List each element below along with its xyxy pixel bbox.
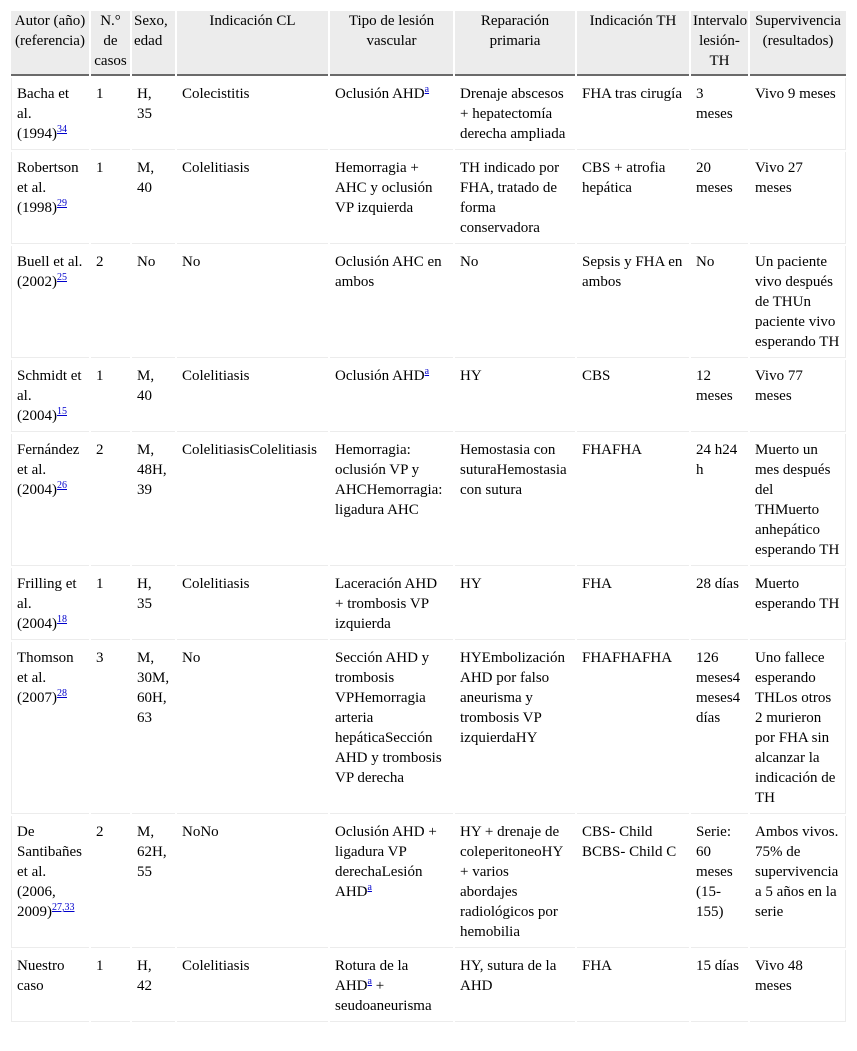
- cell-lesion: [330, 816, 453, 948]
- cases-text: 3: [96, 650, 104, 666]
- cell-cl: [177, 78, 328, 150]
- survival-text: Ambos vivos. 75% de supervivencia a 5 años en la serie: [755, 824, 839, 920]
- cell-cases: [91, 152, 130, 244]
- cell-sex-age: [132, 642, 175, 814]
- cell-author: [11, 642, 89, 814]
- cell-sex-age: [132, 434, 175, 566]
- sex-age-text: H, 35: [137, 576, 152, 612]
- cell-survival: [750, 360, 846, 432]
- cell-repair: [455, 246, 575, 358]
- th-text: CBS: [582, 368, 611, 384]
- sex-age-text: No: [137, 254, 156, 270]
- th-text: CBS + atrofia hepática: [582, 160, 666, 196]
- author-text: Bacha et al. (1994): [17, 86, 70, 142]
- author-text: Thomson et al. (2007): [17, 650, 74, 706]
- th-text: FHA: [582, 958, 613, 974]
- cell-cl: [177, 568, 328, 640]
- reference-link[interactable]: 27,33: [52, 902, 75, 913]
- author-text: Nuestro caso: [17, 958, 65, 994]
- cell-cases: [91, 816, 130, 948]
- cl-text: ColelitiasisColelitiasis: [182, 442, 317, 458]
- cell-sex-age: [132, 78, 175, 150]
- cl-text: Colelitiasis: [182, 576, 250, 592]
- survival-text: Vivo 48 meses: [755, 958, 803, 994]
- cell-repair: [455, 642, 575, 814]
- sex-age-text: M, 40: [137, 160, 155, 196]
- interval-text: 24 h24 h: [696, 442, 738, 478]
- cell-survival: [750, 568, 846, 640]
- sex-age-text: M, 62H, 55: [137, 824, 167, 880]
- table-header-row: [11, 11, 846, 76]
- cell-cases: [91, 78, 130, 150]
- repair-text: HYEmbolización AHD por falso aneurisma y trombosis VP izquierdaHY: [460, 650, 565, 746]
- lesion-text: Oclusión AHC en ambos: [335, 254, 442, 290]
- header-survival: Supervivencia (resultados): [750, 11, 846, 76]
- sex-age-text: H, 35: [137, 86, 152, 122]
- cell-interval: [691, 360, 748, 432]
- reference-link[interactable]: 26: [57, 480, 67, 491]
- repair-text: HY: [460, 368, 482, 384]
- cell-interval: [691, 152, 748, 244]
- cell-lesion: [330, 568, 453, 640]
- survival-text: Muerto esperando TH: [755, 576, 840, 612]
- table-row: [11, 568, 846, 640]
- cell-author: [11, 246, 89, 358]
- cell-cl: [177, 642, 328, 814]
- lesion-text: Laceración AHD + trombosis VP izquierda: [335, 576, 438, 632]
- cell-interval: [691, 642, 748, 814]
- repair-text: Drenaje abscesos + hepatectomía derecha ampliada: [460, 86, 566, 142]
- survival-text: Un paciente vivo después de THUn paciente vivo esperando TH: [755, 254, 840, 350]
- cell-author: [11, 816, 89, 948]
- cell-cl: [177, 360, 328, 432]
- header-th-indication: Indicación TH: [577, 11, 689, 76]
- cell-lesion: [330, 246, 453, 358]
- cell-cl: [177, 246, 328, 358]
- cell-author: [11, 360, 89, 432]
- cases-text: 2: [96, 254, 104, 270]
- repair-text: No: [460, 254, 479, 270]
- cell-interval: [691, 434, 748, 566]
- footnote-link[interactable]: a: [424, 84, 430, 95]
- interval-text: 126 meses4 meses4 días: [696, 650, 741, 726]
- table-row: [11, 816, 846, 948]
- cases-text: 1: [96, 368, 104, 384]
- sex-age-text: M, 48H, 39: [137, 442, 167, 498]
- table-row: [11, 152, 846, 244]
- survival-text: Vivo 77 meses: [755, 368, 803, 404]
- author-text: Frilling et al. (2004): [17, 576, 77, 632]
- th-text: FHAFHA: [582, 442, 643, 458]
- lesion-text: Sección AHD y trombosis VPHemorragia arteria hepáticaSección AHD y trombosis VP derecha: [335, 650, 442, 786]
- cell-cases: [91, 360, 130, 432]
- cell-sex-age: [132, 568, 175, 640]
- repair-text: Hemostasia con suturaHemostasia con sutura: [460, 442, 567, 498]
- lesion-text: Hemorragia + AHC y oclusión VP izquierda: [335, 160, 433, 216]
- interval-text: No: [696, 254, 715, 270]
- header-primary-repair: Reparación primaria: [455, 11, 575, 76]
- table-row: [11, 78, 846, 150]
- footnote-link[interactable]: a: [367, 882, 372, 893]
- table-row: [11, 642, 846, 814]
- table-row: [11, 360, 846, 432]
- repair-text: TH indicado por FHA, tratado de forma conservadora: [460, 160, 560, 236]
- header-cl-indication: Indicación CL: [177, 11, 328, 76]
- reference-link[interactable]: 15: [57, 406, 67, 417]
- cell-repair: [455, 360, 575, 432]
- table-row: [11, 246, 846, 358]
- lesion-text: Oclusión AHD: [335, 368, 425, 384]
- interval-text: Serie: 60 meses (15-155): [696, 824, 733, 920]
- lesion-text: Oclusión AHD: [335, 86, 425, 102]
- cell-survival: [750, 152, 846, 244]
- interval-text: 28 días: [696, 576, 739, 592]
- cell-interval: [691, 950, 748, 1022]
- cases-text: 1: [96, 160, 104, 176]
- cell-lesion: [330, 434, 453, 566]
- cell-lesion: [330, 360, 453, 432]
- cell-cl: [177, 152, 328, 244]
- sex-age-text: M, 30M, 60H, 63: [137, 650, 170, 726]
- cell-th: [577, 152, 689, 244]
- author-text: Schmidt et al. (2004): [17, 368, 82, 424]
- cell-cases: [91, 568, 130, 640]
- cell-th: [577, 434, 689, 566]
- author-text: Buell et al. (2002): [17, 254, 83, 290]
- cell-interval: [691, 816, 748, 948]
- cell-author: [11, 434, 89, 566]
- cell-cases: [91, 950, 130, 1022]
- cell-lesion: [330, 642, 453, 814]
- cl-text: Colecistitis: [182, 86, 250, 102]
- cell-author: [11, 78, 89, 150]
- header-interval: Intervalo lesión-TH: [691, 11, 748, 76]
- header-lesion-type: Tipo de lesión vascular: [330, 11, 453, 76]
- lesion-text: Rotura de la AHD: [335, 958, 409, 994]
- cell-th: [577, 568, 689, 640]
- th-text: FHA: [582, 576, 613, 592]
- cell-cases: [91, 434, 130, 566]
- cell-repair: [455, 78, 575, 150]
- reference-link[interactable]: 28: [57, 688, 67, 699]
- cl-text: Colelitiasis: [182, 958, 250, 974]
- cell-th: [577, 816, 689, 948]
- cell-survival: [750, 642, 846, 814]
- cell-repair: [455, 950, 575, 1022]
- cell-repair: [455, 434, 575, 566]
- cell-interval: [691, 78, 748, 150]
- cell-th: [577, 642, 689, 814]
- cell-sex-age: [132, 816, 175, 948]
- footnote-link[interactable]: a: [424, 366, 430, 377]
- author-text: Robertson et al. (1998): [17, 160, 79, 216]
- header-sex-age: Sexo, edad: [132, 11, 175, 76]
- th-text: Sepsis y FHA en ambos: [582, 254, 683, 290]
- survival-text: Muerto un mes después del THMuerto anhepático esperando TH: [755, 442, 840, 558]
- cases-text: 2: [96, 442, 104, 458]
- reference-link[interactable]: 29: [57, 198, 67, 209]
- cell-th: [577, 246, 689, 358]
- interval-text: 3 meses: [696, 86, 733, 122]
- author-text: De Santibañes et al. (2006, 2009): [17, 824, 82, 920]
- cell-cl: [177, 950, 328, 1022]
- cl-text: No: [182, 254, 201, 270]
- cases-table: [9, 9, 848, 1024]
- cl-text: Colelitiasis: [182, 368, 250, 384]
- lesion-text: Oclusión AHD + ligadura VP derechaLesión AHD: [335, 824, 437, 900]
- reference-link[interactable]: 18: [57, 614, 67, 625]
- header-cases: N.° de casos: [91, 11, 130, 76]
- survival-text: Uno fallece esperando THLos otros 2 murieron por FHA sin alcanzar la indicación de TH: [755, 650, 836, 806]
- cell-author: [11, 950, 89, 1022]
- cell-lesion: [330, 950, 453, 1022]
- cell-survival: [750, 246, 846, 358]
- cell-th: [577, 78, 689, 150]
- cell-survival: [750, 434, 846, 566]
- cell-cases: [91, 246, 130, 358]
- cell-interval: [691, 568, 748, 640]
- cell-repair: [455, 816, 575, 948]
- cell-author: [11, 152, 89, 244]
- cell-repair: [455, 152, 575, 244]
- cell-sex-age: [132, 246, 175, 358]
- cl-text: NoNo: [182, 824, 219, 840]
- repair-text: HY: [460, 576, 482, 592]
- cell-repair: [455, 568, 575, 640]
- sex-age-text: M, 40: [137, 368, 155, 404]
- cases-text: 1: [96, 576, 104, 592]
- reference-link[interactable]: 34: [57, 124, 67, 135]
- sex-age-text: H, 42: [137, 958, 152, 994]
- survival-text: Vivo 9 meses: [755, 86, 836, 102]
- cell-survival: [750, 816, 846, 948]
- cell-th: [577, 360, 689, 432]
- cell-sex-age: [132, 360, 175, 432]
- header-author: Autor (año) (referencia): [11, 11, 89, 76]
- cell-interval: [691, 246, 748, 358]
- cell-author: [11, 568, 89, 640]
- cases-text: 2: [96, 824, 104, 840]
- lesion-text: Hemorragia: oclusión VP y AHCHemorragia: ligadura AHC: [335, 442, 443, 518]
- th-text: CBS- Child BCBS- Child C: [582, 824, 677, 860]
- table-row: [11, 434, 846, 566]
- interval-text: 15 días: [696, 958, 739, 974]
- cell-cl: [177, 434, 328, 566]
- cell-lesion: [330, 152, 453, 244]
- th-text: FHAFHAFHA: [582, 650, 673, 666]
- interval-text: 12 meses: [696, 368, 733, 404]
- cases-text: 1: [96, 86, 104, 102]
- table-row: [11, 950, 846, 1022]
- cell-sex-age: [132, 950, 175, 1022]
- cell-th: [577, 950, 689, 1022]
- repair-text: HY + drenaje de coleperitoneoHY + varios abordajes radiológicos por hemobilia: [460, 824, 563, 940]
- lesion-text-continued: + seudoaneurisma: [335, 978, 432, 1014]
- cell-survival: [750, 78, 846, 150]
- survival-text: Vivo 27 meses: [755, 160, 803, 196]
- cell-survival: [750, 950, 846, 1022]
- cl-text: No: [182, 650, 201, 666]
- cell-lesion: [330, 78, 453, 150]
- cl-text: Colelitiasis: [182, 160, 250, 176]
- cell-cases: [91, 642, 130, 814]
- repair-text: HY, sutura de la AHD: [460, 958, 557, 994]
- footnote-link[interactable]: a: [367, 976, 372, 987]
- author-text: Fernández et al. (2004): [17, 442, 80, 498]
- table-body: [11, 78, 846, 1022]
- interval-text: 20 meses: [696, 160, 733, 196]
- cell-sex-age: [132, 152, 175, 244]
- cases-text: 1: [96, 958, 104, 974]
- th-text: FHA tras cirugía: [582, 86, 682, 102]
- reference-link[interactable]: 25: [57, 272, 67, 283]
- cell-cl: [177, 816, 328, 948]
